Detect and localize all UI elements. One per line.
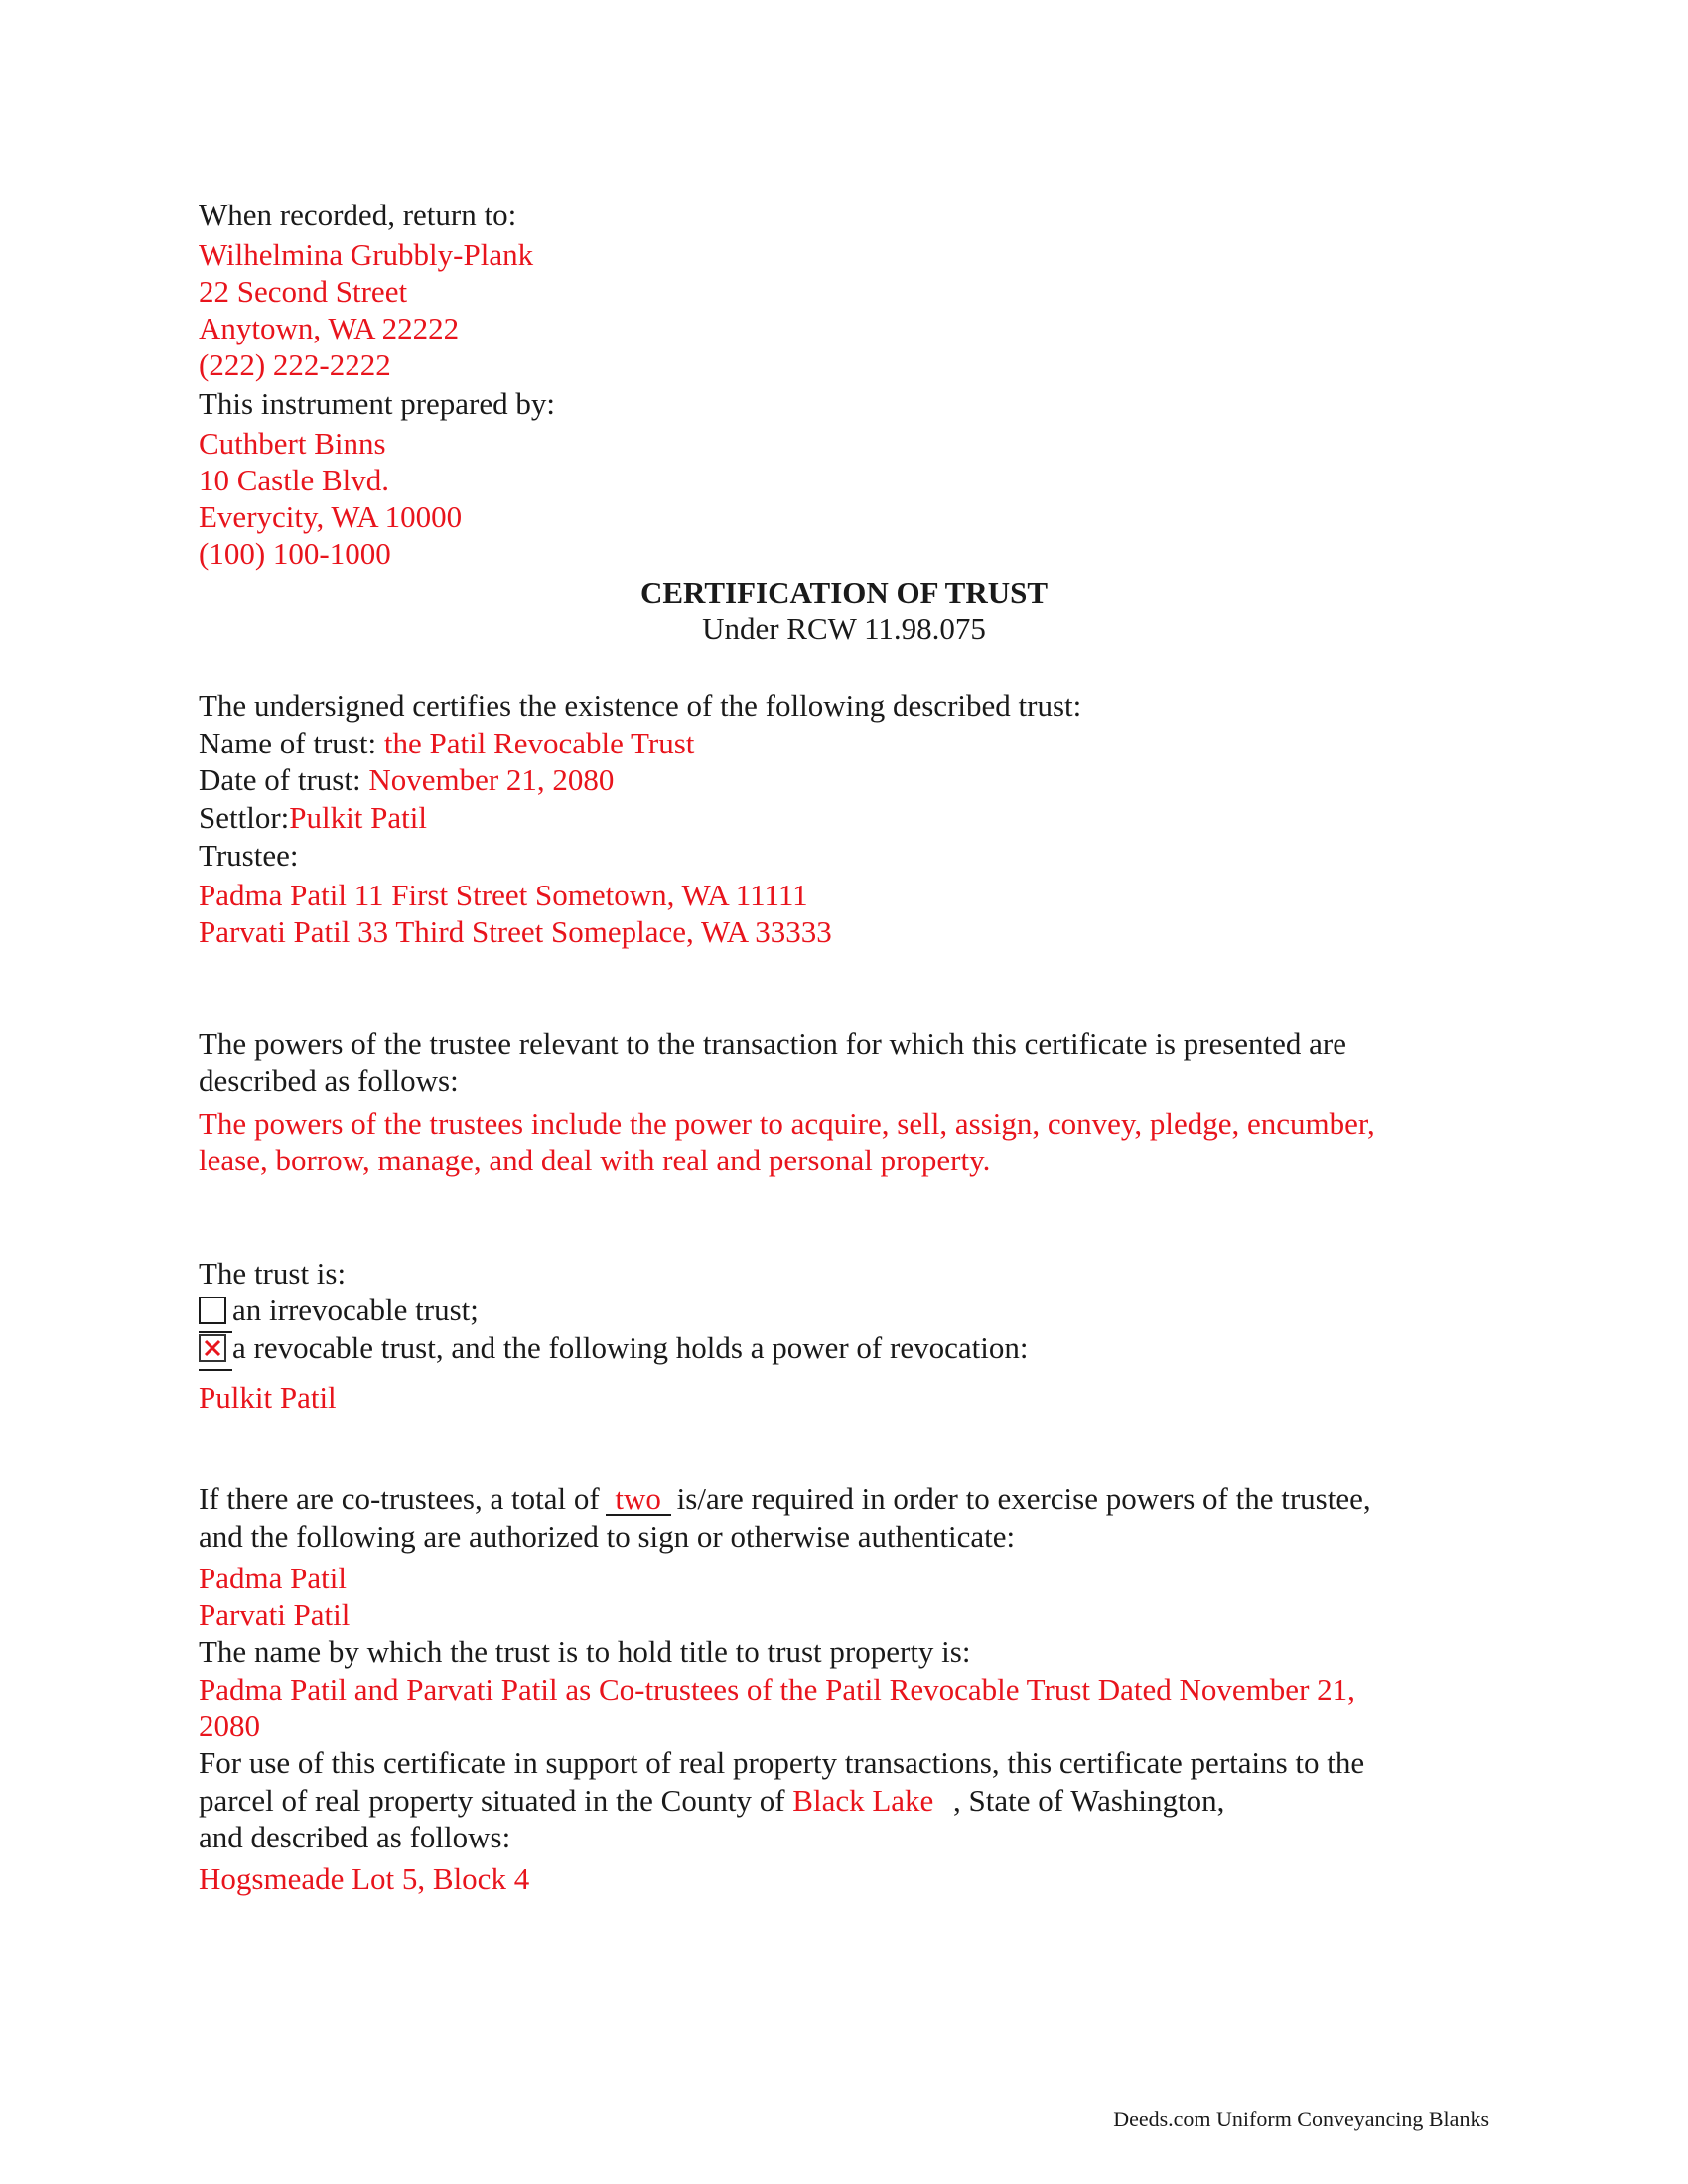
- property-description: Hogsmeade Lot 5, Block 4: [199, 1861, 530, 1896]
- title-holding-value-line2: 2080: [199, 1708, 260, 1743]
- trustee-label: Trustee:: [199, 838, 299, 873]
- revocable-checkbox[interactable]: [199, 1334, 226, 1362]
- co-trustees-text-before: If there are co-trustees, a total of: [199, 1481, 600, 1516]
- revocation-holder: Pulkit Patil: [199, 1380, 337, 1415]
- return-to-name: Wilhelmina Grubbly-Plank: [199, 237, 534, 272]
- return-to-label: When recorded, return to:: [199, 198, 517, 232]
- document-subtitle: Under RCW 11.98.075: [702, 612, 986, 646]
- co-trustees-count: two: [606, 1484, 671, 1516]
- trust-name-row: [199, 725, 694, 762]
- title-holding-value-line1: Padma Patil and Parvati Patil as Co-trustees of the Patil Revocable Trust Dated November 21,: [199, 1672, 1355, 1706]
- checkbox-x-icon: [204, 1339, 221, 1357]
- powers-intro-line2: described as follows:: [199, 1063, 459, 1098]
- authorized-signer: Parvati Patil: [199, 1597, 351, 1632]
- trust-date-value: November 21, 2080: [368, 762, 615, 797]
- trust-date-label: Date of trust:: [199, 762, 361, 797]
- property-line2-after: , State of Washington,: [953, 1783, 1225, 1818]
- revocable-option[interactable]: [199, 1329, 1028, 1371]
- irrevocable-checkbox[interactable]: [199, 1297, 226, 1324]
- powers-value-line2: lease, borrow, manage, and deal with real and personal property.: [199, 1143, 991, 1177]
- settlor-row: [199, 799, 427, 837]
- prepared-by-label: This instrument prepared by:: [199, 386, 555, 421]
- settlor-label: Settlor:: [199, 800, 290, 835]
- return-to-phone: (222) 222-2222: [199, 347, 391, 382]
- prepared-by-city: Everycity, WA 10000: [199, 499, 463, 534]
- property-line3: and described as follows:: [199, 1820, 511, 1854]
- return-to-street: 22 Second Street: [199, 274, 408, 309]
- property-line1: For use of this certificate in support of real property transactions, this certificate pertains to the: [199, 1745, 1365, 1780]
- revocable-checkbox-wrap: [199, 1329, 232, 1371]
- document-title: CERTIFICATION OF TRUST: [639, 575, 1049, 610]
- settlor-value: Pulkit Patil: [289, 800, 427, 835]
- revocable-label: a revocable trust, and the following holds a power of revocation:: [232, 1330, 1029, 1365]
- property-line2-before: parcel of real property situated in the County of: [199, 1783, 785, 1818]
- trust-date-row: [199, 761, 614, 799]
- title-holding-label: The name by which the trust is to hold title to trust property is:: [199, 1634, 971, 1669]
- irrevocable-label: an irrevocable trust;: [232, 1293, 479, 1327]
- property-county: Black Lake: [792, 1783, 934, 1818]
- trust-name-label: Name of trust:: [199, 726, 377, 760]
- irrevocable-checkbox-wrap: [199, 1292, 232, 1333]
- property-line2: [199, 1782, 1224, 1820]
- prepared-by-phone: (100) 100-1000: [199, 536, 391, 571]
- powers-value-line1: The powers of the trustees include the power to acquire, sell, assign, convey, pledge, encumber,: [199, 1106, 1375, 1141]
- prepared-by-street: 10 Castle Blvd.: [199, 463, 390, 497]
- powers-intro-line1: The powers of the trustee relevant to the transaction for which this certificate is presented are: [199, 1026, 1347, 1061]
- trust-type-label: The trust is:: [199, 1256, 347, 1291]
- co-trustees-line2: and the following are authorized to sign or otherwise authenticate:: [199, 1519, 1016, 1554]
- return-to-city: Anytown, WA 22222: [199, 311, 460, 345]
- trustee-entry: Padma Patil 11 First Street Sometown, WA 11111: [199, 878, 808, 912]
- prepared-by-name: Cuthbert Binns: [199, 426, 386, 461]
- co-trustees-line1: [199, 1480, 1371, 1518]
- irrevocable-option[interactable]: [199, 1292, 479, 1333]
- trust-name-value: the Patil Revocable Trust: [383, 726, 695, 760]
- trustee-entry: Parvati Patil 33 Third Street Someplace, WA 33333: [199, 914, 832, 949]
- co-trustees-text-after: is/are required in order to exercise powers of the trustee,: [676, 1481, 1371, 1516]
- trust-intro: The undersigned certifies the existence of the following described trust:: [199, 688, 1082, 723]
- authorized-signer: Padma Patil: [199, 1561, 347, 1595]
- footer-credit: Deeds.com Uniform Conveyancing Blanks: [1113, 2107, 1489, 2131]
